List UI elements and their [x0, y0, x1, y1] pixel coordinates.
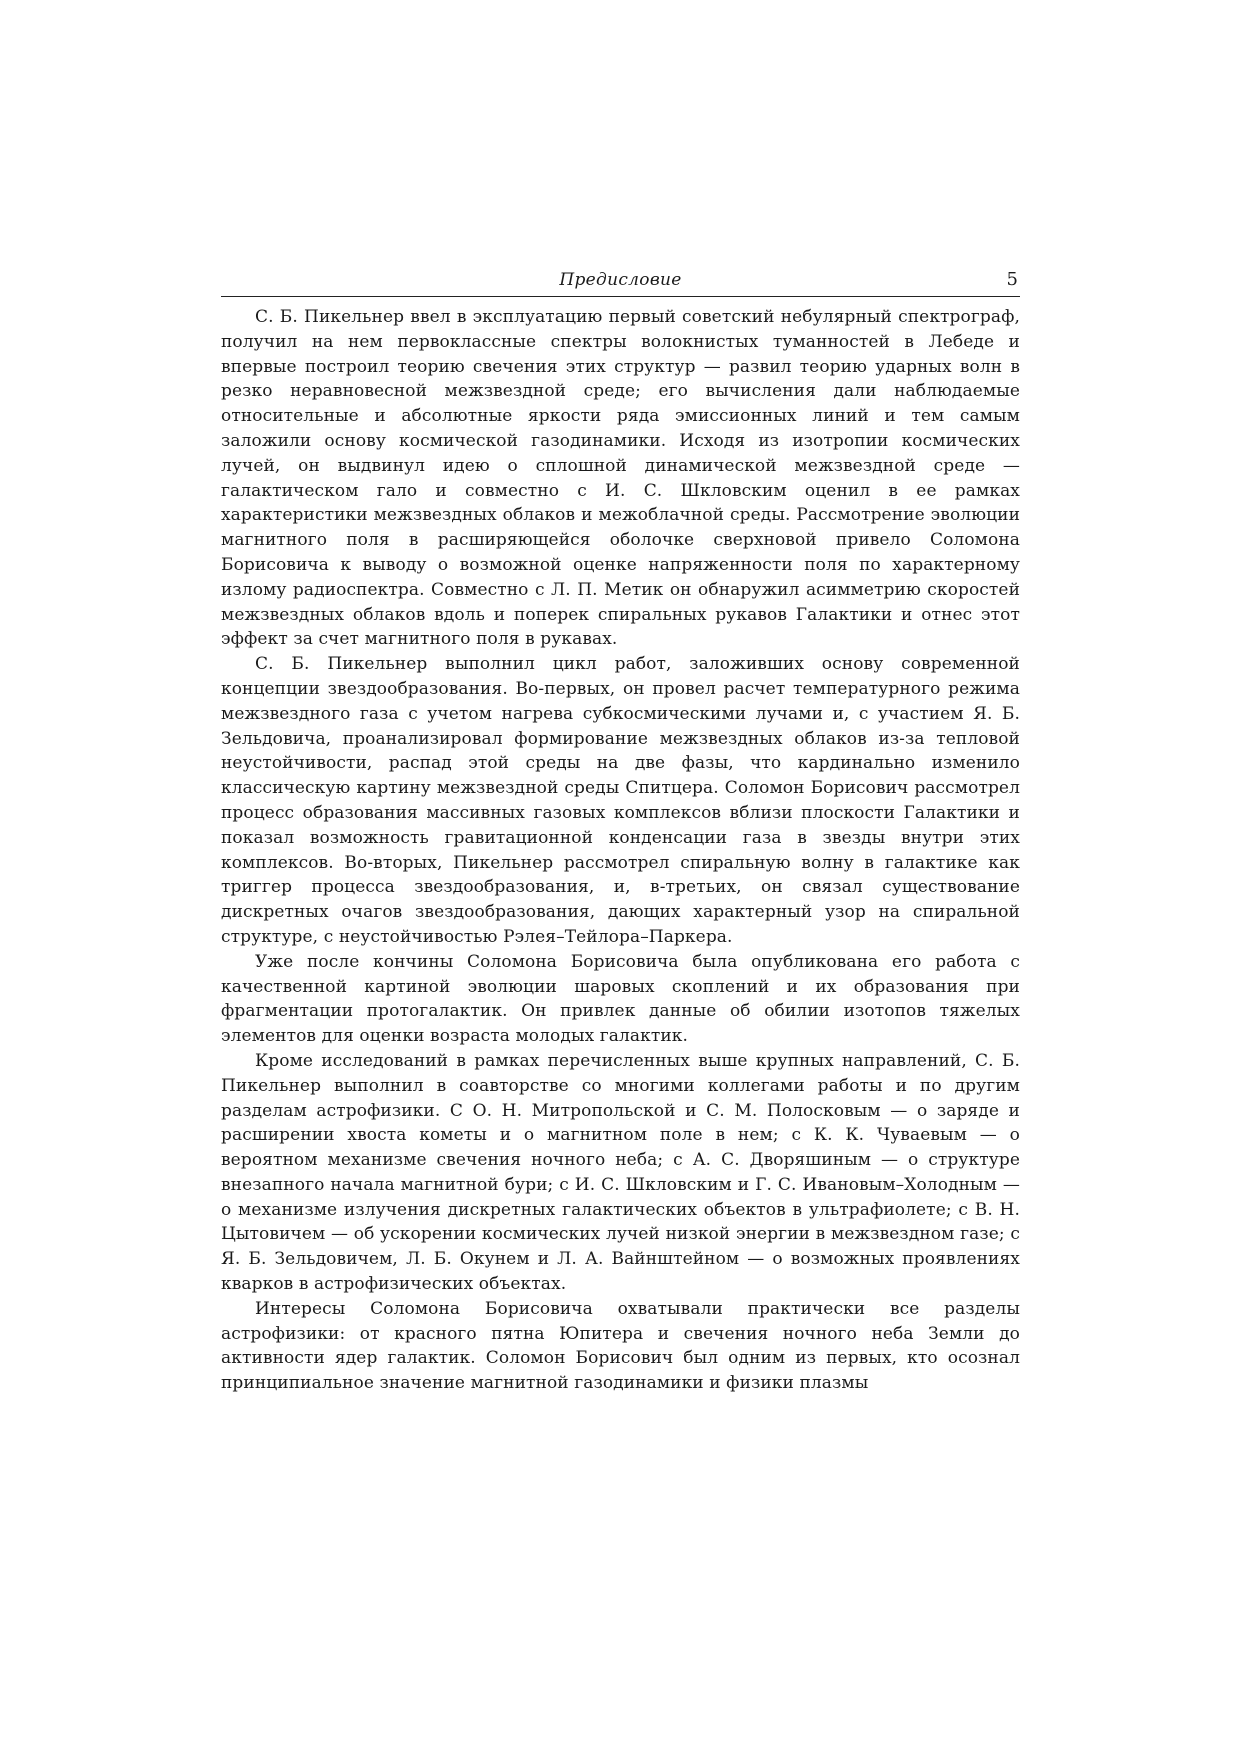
- paragraph: Интересы Соломона Борисовича охватывали практически все разделы астрофизики: от красного пятна Юпитера и свечения ночного неба Земли до активности ядер галактик. Соломон Борисович был одним из первых, кто осознал принципиальное значение магнитной газодинамики и физики плазмы: [221, 1298, 1020, 1394]
- paragraph: С. Б. Пикельнер ввел в эксплуатацию первый советский небулярный спектрограф, получил на нем первоклассные спектры волокнистых туманностей в Лебеде и впервые построил теорию свечения этих структур — развил теорию ударных волн в резко неравновесной межзвездной среде; его вычисления дали наблюдаемые относительные и абсолютные яркости ряда эмиссионных линий и тем самым заложили основу космической газодинамики. Исходя из изотропии космических лучей, он выдвинул идею о сплошной динамической межзвездной среде — галактическом гало и совместно с И. С. Шкловским оценил в ее рамках характеристики межзвездных облаков и межоблачной среды. Рассмотрение эволюции магнитного поля в расширяющейся оболочке сверхновой привело Соломона Борисовича к выводу о возможной оценке напряженности поля по характерному излому радиоспектра. Совместно с Л. П. Метик он обнаружил асимметрию скоростей межзвездных облаков вдоль и поперек спиральных рукавов Галактики и отнес этот эффект за счет магнитного поля в рукавах.: [221, 307, 1020, 650]
- page-number: 5: [1006, 269, 1018, 290]
- running-title: Предисловие: [559, 270, 682, 290]
- running-head: [221, 270, 1020, 297]
- paragraph: Уже после кончины Соломона Борисовича была опубликована его работа с качественной картиной эволюции шаровых скоплений и их образования при фрагментации протогалактик. Он привлек данные об обилии изотопов тяжелых элементов для оценки возраста молодых галактик.: [221, 951, 1020, 1047]
- paragraph: С. Б. Пикельнер выполнил цикл работ, заложивших основу современной концепции звездообразования. Во-первых, он провел расчет температурного режима межзвездного газа с учетом нагрева субкосмическими лучами и, с участием Я. Б. Зельдовича, проанализировал формирование межзвездных облаков из-за тепловой неустойчивости, распад этой среды на две фазы, что кардинально изменило классическую картину межзвездной среды Спитцера. Соломон Борисович рассмотрел процесс образования массивных газовых комплексов вблизи плоскости Галактики и показал возможность гравитационной конденсации газа в звезды внутри этих комплексов. Во-вторых, Пикельнер рассмотрел спиральную волну в галактике как триггер процесса звездообразования, и, в-третьих, он связал существование дискретных очагов звездообразования, дающих характерный узор на спиральной структуре, с неустойчивостью Рэлея–Тейлора–Паркера.: [221, 654, 1020, 947]
- body-text: [221, 305, 1020, 1396]
- book-page: [221, 270, 1020, 1396]
- paragraph: Кроме исследований в рамках перечисленных выше крупных направлений, С. Б. Пикельнер выполнил в соавторстве со многими коллегами работы и по другим разделам астрофизики. С О. Н. Митропольской и С. М. Полосковым — о заряде и расширении хвоста кометы и о магнитном поле в нем; с К. К. Чуваевым — о вероятном механизме свечения ночного неба; с А. С. Дворяшиным — о структуре внезапного начала магнитной бури; с И. С. Шкловским и Г. С. Ивановым–Холодным — о механизме излучения дискретных галактических объектов в ультрафиолете; с В. Н. Цытовичем — об ускорении космических лучей низкой энергии в межзвездном газе; с Я. Б. Зельдовичем, Л. Б. Окунем и Л. А. Вайнштейном — о возможных проявлениях кварков в астрофизических объектах.: [221, 1050, 1020, 1295]
